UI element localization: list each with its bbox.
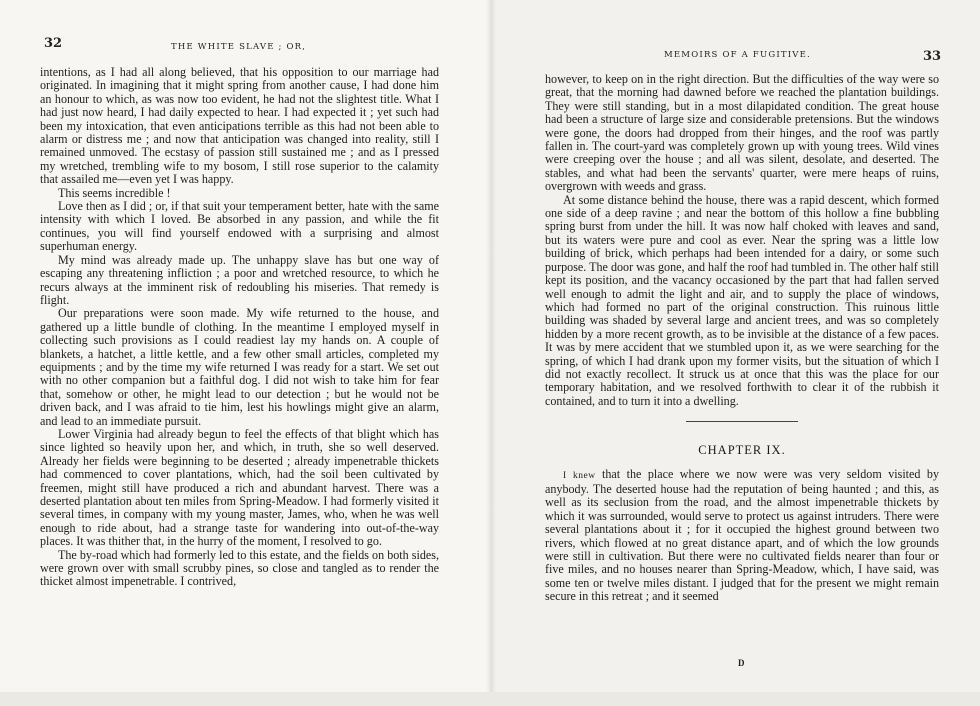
chapter-opening-paragraph [545,468,939,604]
right-page-number: 33 [923,49,942,64]
gutter-shadow [486,0,496,706]
paragraph: however, to keep on in the right direction. But the difficulties of the way were so great, that the morning had dawned before we reached the plantation buildings. They were still standing, but in a most dilapidated condition. The great house had been a structure of large size and considerable pretensions. But the windows were gone, the doors had dropped from their hinges, and the roof was partly fallen in. The court-yard was completely grown up with young trees. Wild vines were creeping over the house ; and all was silent, desolate, and deserted. The stables, and what had been the servants' quarter, were mere heaps of ruins, overgrown with weeds and grass. [545,72,939,194]
right-page-body [545,73,939,604]
section-divider [686,421,798,422]
chapter-first-word: I knew [563,470,596,481]
left-page-body [40,66,439,589]
left-page-number: 32 [44,36,63,51]
left-running-head: THE WHITE SLAVE ; OR, [171,42,307,52]
paragraph: intentions, as I had all along believed, that his opposition to our marriage had originated. In imagining that it might spring from another cause, I had done him an honour to which, as was now too evident, he had not the slightest title. What I had just now heard, I had daily expected to hear. I had expected it ; yet such had been my intoxication, that even anticipations terrible as this had not been able to alarm or distress me ; and now that anticipation was changed into reality, still I remained unmoved. The ecstasy of passion still sustained me ; and as I pressed my wretched, trembling wife to my bosom, I still rose superior to the calamity that assailed me—even yet I was happy. [40,65,439,187]
paragraph: Our preparations were soon made. My wife returned to the house, and gathered up a little bundle of clothing. In the meantime I employed myself in collecting such provisions as I could readiest lay my hands on. A couple of blankets, a hatchet, a little kettle, and a few other small articles, completed my equipments ; and by the time my wife returned I was ready for a start. We set out with no other companion but a faithful dog. I did not wish to take him for fear that, somehow or other, he might lead to our detection ; but he would not be driven back, and I was afraid to tie him, lest his howlings might give an alarm, and lead to an immediate pursuit. [40,306,439,428]
paragraph: This seems incredible ! [58,185,171,200]
chapter-paragraph-text: that the place where we now were was very seldom visited by anybody. The deserted house had the reputation of being haunted ; and this, as well as its seclusion from the road, and the almost impenetrable thickets by which it was surrounded, would serve to protect us against intruders. There were several plantations about it ; for it occupied the highest ground between two rivers, which flowed at no great distance apart, and of which the low grounds were still in cultivation. But there were no cultivated fields nearer than four or five miles, and no houses nearer than Spring-Meadow, which, I have said, was some ten or twelve miles distant. I judged that for the present we might remain secure in this retreat ; and it seemed [545,466,939,604]
paragraph: My mind was already made up. The unhappy slave has but one way of escaping any threatening infliction ; a poor and wretched resource, to which he recurs always at the imminent risk of redoubling his miseries. That remedy is flight. [40,252,439,307]
paragraph: Love then as I did ; or, if that suit your temperament better, hate with the same intensity with which I loved. Be absorbed in any passion, and while the fit continues, you will find yourself endowed with a surprising and almost superhuman energy. [40,199,439,254]
paragraph: The by-road which had formerly led to this estate, and the fields on both sides, were grown over with small scrubby pines, so close and tangled as to render the thicket almost impenetrable. I contrived, [40,547,439,589]
right-running-head: MEMOIRS OF A FUGITIVE. [664,50,811,60]
signature-mark: D [738,658,745,668]
paragraph: Lower Virginia had already begun to feel the effects of that blight which has since lighted so heavily upon her, and which, in truth, she so well deserved. Already her fields were beginning to be deserted ; already impenetrable thickets had commenced to cover plantations, which, had the soil been cultivated by freemen, might still have produced a rich and abundant harvest. There was a deserted plantation about ten miles from Spring-Meadow. I had formerly visited it several times, in company with my young master, James, who, when he was well enough to ride about, had a strange taste for wandering into out-of-the-way places. It was thither that, in the hurry of the moment, I resolved to go. [40,426,439,549]
right-page [490,0,980,706]
page-bottom-edge [0,692,980,706]
chapter-heading: CHAPTER IX. [698,443,786,458]
paragraph: At some distance behind the house, there was a rapid descent, which formed one side of a deep ravine ; and near the bottom of this hollow a fine bubbling spring burst from under the hill. It was now half choked with leaves and sand, but its waters were pure and cool as ever. Near the spring was a little low building of brick, which perhaps had been intended for a dairy, or some such purpose. The door was gone, and half the roof had tumbled in. The other half still kept its position, and the vacancy occasioned by the part that had fallen served well enough to admit the light and air, and to supply the place of windows, which had formed no part of the original construction. This ruinous little building was shaded by several large and ancient trees, and was so completely hidden by a more recent growth, as to be invisible at the distance of a few paces. It was by mere accident that we stumbled upon it, as we were searching for the spring, of which I had drank upon my former visits, but the situation of which I did not exactly recollect. It struck us at once that this was the place for our temporary habitation, and we resolved forthwith to clear it of the rubbish it contained, and to turn it into a dwelling. [545,192,939,408]
